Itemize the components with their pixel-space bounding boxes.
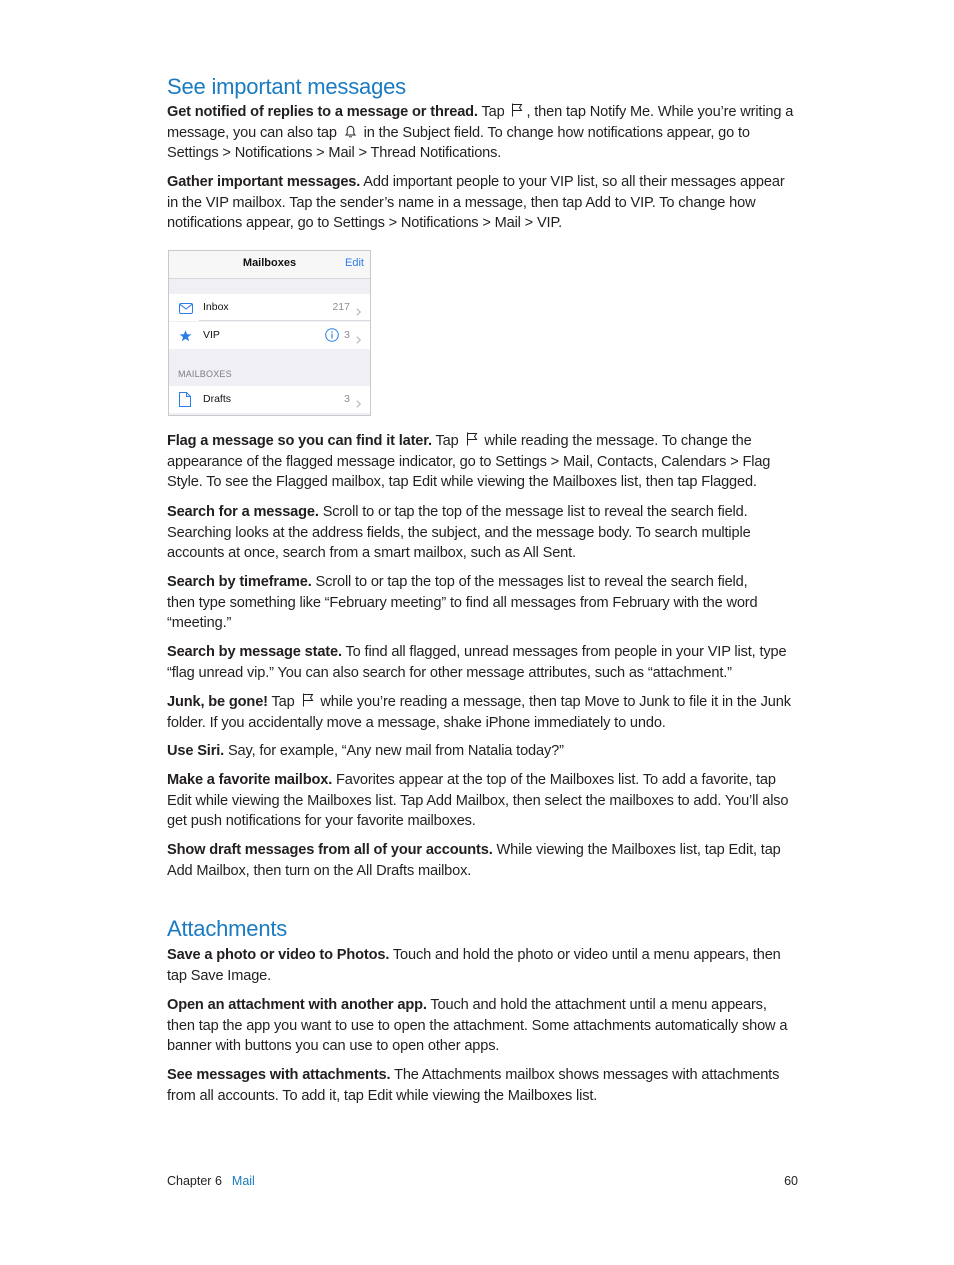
mailbox-row-inbox[interactable]: [169, 294, 370, 321]
tip-drafts: Show draft messages from all of your accounts. While viewing the Mailboxes list, tap Edit, tap Add Mailbox, then turn on the All Drafts mailbox.: [167, 842, 781, 879]
chevron-right-icon: [356, 395, 361, 413]
mailbox-row-vip[interactable]: [169, 322, 370, 349]
edit-button[interactable]: Edit: [345, 257, 364, 269]
nav-title: Mailboxes: [242, 257, 297, 269]
section-header-mailboxes: MAILBOXES: [178, 369, 232, 379]
section-title-attachments: Attachments: [167, 916, 288, 941]
paragraph-notify: Get notified of replies to a message or thread. Tap , then tap Notify Me. While you’re writing a message, you can also tap in the Subject field. To change how notifications appear, go to Settings > Notifications > Mail > Thread Notifications.: [167, 104, 794, 162]
mailbox-count: 3: [344, 393, 350, 405]
inbox-icon: [179, 301, 193, 319]
tip-search: Search for a message. Scroll to or tap the top of the message list to reveal the search field. Searching looks at the address fields, the subject, and the message body. To search multiple accounts at once, search from a smart mailbox, such as All Sent.: [167, 504, 751, 562]
flag-icon: [511, 103, 523, 117]
attach-save: Save a photo or video to Photos. Touch and hold the photo or video until a menu appears, then tap Save Image.: [167, 947, 781, 984]
mailbox-label: Drafts: [203, 393, 232, 405]
tip-state: Search by message state. To find all flagged, unread messages from people in your VIP list, type “flag unread vip.” You can also search for other message attributes, such as “attachment.”: [167, 644, 787, 681]
tip-favorite: Make a favorite mailbox. Favorites appear at the top of the Mailboxes list. To add a favorite, tap Edit while viewing the Mailboxes list. Tap Add Mailbox, then select the mailboxes to add. You’ll also get push notifications for your favorite mailboxes.: [167, 772, 789, 830]
mailbox-label: Inbox: [203, 301, 229, 313]
chevron-right-icon: [356, 303, 361, 321]
mailbox-count: 3: [344, 329, 350, 341]
navigation-bar: [169, 251, 370, 279]
chevron-right-icon: [356, 331, 361, 349]
bell-icon: [344, 124, 357, 138]
page-number: 60: [784, 1174, 798, 1188]
flag-icon: [466, 432, 478, 446]
tip-timeframe: Search by timeframe. Scroll to or tap the top of the messages list to reveal the search field, then type something like “February meeting” to find all messages from February with the word “meeting.”: [167, 574, 758, 632]
row-separator: [199, 320, 370, 321]
mailboxes-screenshot: [168, 250, 371, 416]
flag-icon: [302, 693, 314, 707]
tip-siri: Use Siri. Say, for example, “Any new mail from Natalia today?”: [167, 743, 564, 759]
mailbox-count: 217: [332, 301, 350, 313]
page-footer: [167, 1174, 798, 1188]
mailbox-row-drafts[interactable]: [169, 386, 370, 413]
section-title-important: See important messages: [167, 74, 406, 99]
star-icon: [179, 329, 192, 347]
paragraph-vip: Gather important messages. Add important people to your VIP list, so all their messages appear in the VIP mailbox. Tap the sender’s name in a message, then tap Add to VIP. To change how notifications appear, go to Settings > Notifications > Mail > VIP.: [167, 174, 785, 232]
attach-see: See messages with attachments. The Attachments mailbox shows messages with attachments from all accounts. To add it, tap Edit while viewing the Mailboxes list.: [167, 1067, 780, 1104]
document-icon: [179, 392, 191, 412]
tip-flag: Flag a message so you can find it later. Tap while reading the message. To change the appearance of the flagged message indicator, go to Settings > Mail, Contacts, Calendars > Flag Style. To see the Flagged mailbox, tap Edit while viewing the Mailboxes list, then tap Flagged.: [167, 433, 771, 491]
attach-open: Open an attachment with another app. Touch and hold the attachment until a menu appears, then tap the app you want to use to open the attachment. Some attachments automatically show a banner with buttons you can use to open other apps.: [167, 997, 788, 1055]
info-icon[interactable]: [325, 328, 339, 347]
tip-junk: Junk, be gone! Tap while you’re reading a message, then tap Move to Junk to file it in the Junk folder. If you accidentally move a message, shake iPhone immediately to undo.: [167, 694, 791, 731]
mailbox-label: VIP: [203, 329, 220, 341]
footer-chapter: Chapter 6: [167, 1174, 222, 1188]
footer-chapter-name[interactable]: Mail: [231, 1174, 255, 1188]
